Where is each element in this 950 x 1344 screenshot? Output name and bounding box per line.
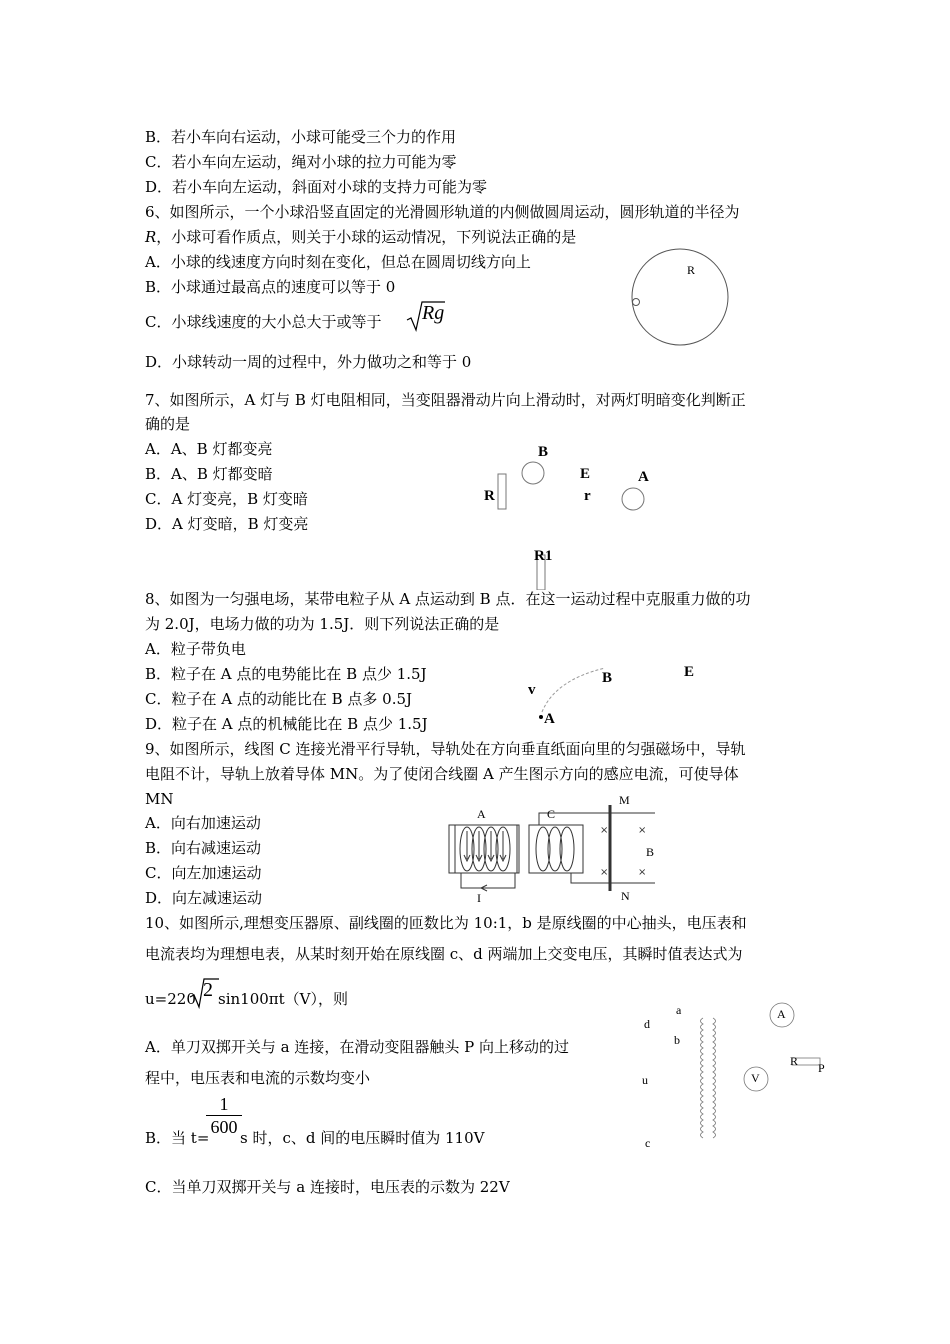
transformer-diagram [635, 1000, 835, 1160]
svg-text:×: × [600, 867, 609, 878]
radicand: 2 [203, 979, 213, 1001]
q10-option-c: C．当单刀双掷开关与 a 连接时，电压表的示数为 22V [145, 1178, 510, 1196]
q10-option-b-post: s 时，c、d 间的电压瞬时值为 110V [240, 1129, 485, 1147]
label-a: A [638, 469, 649, 485]
q10-option-a-cont: 程中，电压表和电流的示数均变小 [145, 1069, 371, 1087]
option-line: B．若小车向右运动，小球可能受三个力的作用 [145, 128, 457, 146]
q8-option-d: D．粒子在 A 点的机械能比在 B 点少 1.5J [145, 715, 428, 733]
option-line: C．若小车向左运动，绳对小球的拉力可能为零 [145, 153, 457, 171]
q9-option-d: D．向左减速运动 [145, 889, 263, 907]
q8-option-a: A．粒子带负电 [145, 640, 246, 658]
ammeter-label: A [777, 1007, 786, 1021]
radicand: Rg [422, 302, 445, 324]
var-r: R [145, 228, 157, 246]
label-r: R [484, 488, 495, 504]
svg-text:×: × [638, 825, 647, 836]
label-e: E [580, 466, 591, 482]
label-a: a [676, 1003, 682, 1017]
question-8-stem-cont: 为 2.0J，电场力做的功为 1.5J．则下列说法正确的是 [145, 615, 500, 633]
question-10-formula-pre: u=220 [145, 990, 196, 1008]
label-r: R [687, 263, 696, 277]
figure-7-circuit [480, 440, 680, 590]
label-b: b [674, 1033, 680, 1047]
q10-option-a: A．单刀双掷开关与 a 连接，在滑动变阻器触头 P 向上移动的过 [145, 1038, 569, 1056]
label-b: B [538, 444, 549, 460]
label-m: M [619, 793, 630, 807]
figure-9-coils-rails [445, 795, 665, 907]
label-u: u [642, 1073, 648, 1087]
q6-option-a: A．小球的线速度方向时刻在变化，但总在圆周切线方向上 [145, 253, 531, 271]
label-a: A [544, 711, 555, 727]
svg-text:×: × [638, 867, 647, 878]
label-c: c [645, 1136, 651, 1150]
q8-option-b: B．粒子在 A 点的电势能比在 B 点少 1.5J [145, 665, 427, 683]
question-10-stem: 10、如图所示,理想变压器原、副线圈的匝数比为 10:1，b 是原线圈的中心抽头，电压表和 [145, 914, 747, 932]
figure-10-transformer [635, 1000, 835, 1160]
figure-6-circle-track [628, 248, 732, 348]
svg-text:×: × [600, 825, 609, 836]
label-r: R [790, 1054, 799, 1068]
q7-option-b: B．A、B 灯都变暗 [145, 465, 273, 483]
label-c: C [547, 807, 556, 821]
label-r1: R1 [534, 548, 553, 564]
circuit-diagram [480, 440, 680, 590]
q8-option-c: C．粒子在 A 点的动能比在 B 点多 0.5J [145, 690, 413, 708]
q9-option-a: A．向右加速运动 [145, 814, 261, 832]
q7-option-d: D．A 灯变暗，B 灯变亮 [145, 515, 309, 533]
option-line: D．若小车向左运动，斜面对小球的支持力可能为零 [145, 178, 488, 196]
question-6-stem-cont [145, 227, 576, 247]
label-a: A [477, 807, 486, 821]
label-e: E [684, 664, 695, 680]
label-d: d [644, 1017, 650, 1031]
question-9-stem: 9、如图所示，线图 C 连接光滑平行导轨，导轨处在方向垂直纸面向里的匀强磁场中，导轨 [145, 740, 746, 758]
q9-option-b: B．向右减速运动 [145, 839, 262, 857]
q6-option-b: B．小球通过最高点的速度可以等于 0 [145, 278, 396, 296]
question-7-stem: 7、如图所示，A 灯与 B 灯电阻相同，当变阻器滑动片向上滑动时，对两灯明暗变化判断正 [145, 391, 746, 409]
label-v: v [528, 682, 536, 698]
fraction-denominator: 600 [206, 1115, 242, 1138]
circle-track-diagram [628, 248, 732, 348]
label-n: N [621, 889, 630, 903]
q6-option-d: D．小球转动一周的过程中，外力做功之和等于 0 [145, 353, 472, 371]
question-10-stem-cont: 电流表均为理想电表，从某时刻开始在原线圈 c、d 两端加上交变电压，其瞬时值表达式为 [145, 945, 743, 963]
label-i: I [477, 891, 481, 905]
q7-option-c: C．A 灯变亮，B 灯变暗 [145, 490, 308, 508]
label-internal-r: r [584, 488, 591, 504]
q10-option-b-pre: B．当 t= [145, 1129, 210, 1147]
label-b: B [602, 670, 613, 686]
label-b: B [646, 845, 655, 859]
q7-option-a: A．A、B 灯都变亮 [145, 440, 273, 458]
question-7-stem-cont: 确的是 [145, 415, 191, 433]
q6-option-c: C．小球线速度的大小总大于或等于 [145, 313, 382, 331]
question-9-stem-cont: 电阻不计，导轨上放着导体 MN。为了使闭合线圈 A 产生图示方向的感应电流，可使导体 [145, 765, 739, 783]
figure-8-electric-field [525, 660, 705, 730]
label-p: P [818, 1061, 825, 1075]
q9-option-c: C．向左加速运动 [145, 864, 262, 882]
question-9-stem-cont2: MN [145, 790, 174, 808]
fraction-numerator: 1 [219, 1094, 229, 1114]
question-6-stem-text: ，小球可看作质点，则关于小球的运动情况，下列说法正确的是 [156, 228, 577, 246]
voltmeter-label: V [751, 1071, 760, 1085]
question-6-stem: 6、如图所示，一个小球沿竖直固定的光滑圆形轨道的内侧做圆周运动，圆形轨道的半径为 [145, 203, 740, 221]
question-10-formula-post: sin100πt（V），则 [218, 990, 349, 1008]
question-8-stem: 8、如图为一匀强电场，某带电粒子从 A 点运动到 B 点．在这一运动过程中克服重力做的功 [145, 590, 751, 608]
fraction [206, 1094, 242, 1138]
